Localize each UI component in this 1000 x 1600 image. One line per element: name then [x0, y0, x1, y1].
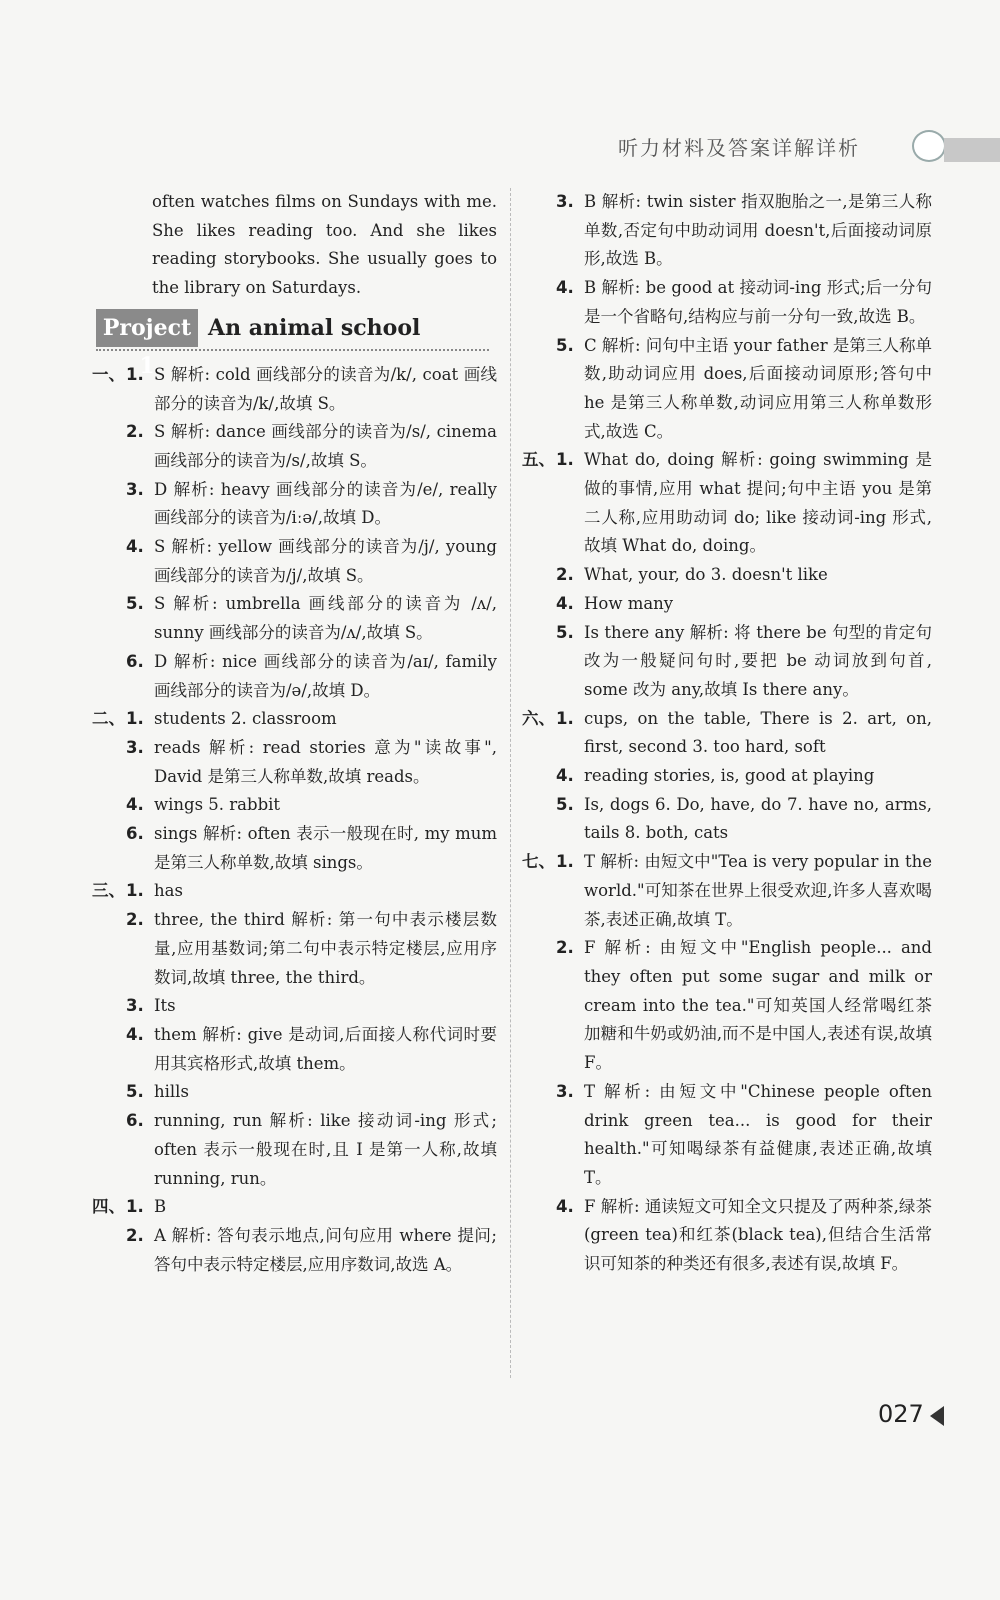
header-bar	[944, 138, 1000, 162]
answer-item	[92, 533, 497, 590]
answer-text: D 解析: nice 画线部分的读音为/aɪ/, family 画线部分的读音为/ə/,故填 D。	[154, 651, 497, 700]
answer-item	[92, 734, 497, 791]
question-number: 4.	[126, 537, 144, 557]
answer-item	[92, 877, 497, 906]
answer-item	[92, 705, 497, 734]
page-number: 027	[878, 1400, 924, 1428]
answer-text: D 解析: heavy 画线部分的读音为/e/, really 画线部分的读音为/iːə/,故填 D。	[154, 479, 497, 528]
answer-item	[92, 590, 497, 647]
question-number: 6.	[126, 824, 144, 844]
left-column	[92, 188, 497, 1279]
answer-text: students 2. classroom	[154, 709, 337, 729]
answer-text: wings 5. rabbit	[154, 795, 281, 815]
answer-text: What do, doing 解析: going swimming 是做的事情,应用 what 提问;句中主语 you 是第二人称,应用助动词 do; like 接动词-ing 形式,故填 What do, doing。	[584, 450, 932, 556]
header-logo-icon	[912, 130, 946, 162]
answer-text: S 解析: cold 画线部分的读音为/k/, coat 画线部分的读音为/k/,故填 S。	[154, 364, 497, 413]
answer-text: S 解析: yellow 画线部分的读音为/j/, young 画线部分的读音为/j/,故填 S。	[154, 537, 497, 585]
question-number: 3.	[126, 996, 144, 1016]
answer-text: B 解析: twin sister 指双胞胎之一,是第三人称单数,否定句中助动词用 doesn't,后面接动词原形,故选 B。	[584, 192, 932, 269]
question-number: 4.	[556, 593, 574, 613]
answer-item	[92, 1021, 497, 1078]
answer-text: C 解析: 问句中主语 your father 是第三人称单数,助动词应用 does,后面接动词原形;答句中 he 是第三人称单数,动词应用第三人称单数形式,故选 C。	[584, 335, 932, 441]
answer-item	[92, 361, 497, 418]
answer-text: A 解析: 答句表示地点,问句应用 where 提问;答句中表示特定楼层,应用序数词,故选 A。	[154, 1225, 497, 1274]
question-number: 1.	[126, 881, 144, 901]
answer-text: running, run 解析: like 接动词-ing 形式; often 表示一般现在时,且 I 是第一人称,故填 running, run。	[154, 1111, 497, 1188]
section-number: 二、	[92, 709, 125, 729]
answer-item	[92, 820, 497, 877]
answer-item	[92, 791, 497, 820]
answer-item	[522, 762, 932, 791]
answer-item	[92, 648, 497, 705]
answer-text: What, your, do 3. doesn't like	[584, 565, 828, 585]
left-answer-list	[92, 361, 497, 1280]
answer-item	[522, 1078, 932, 1193]
section-number: 四、	[92, 1197, 125, 1217]
answer-text: S 解析: dance 画线部分的读音为/s/, cinema 画线部分的读音为/s/,故填 S。	[154, 422, 497, 470]
page-arrow-icon	[930, 1406, 944, 1426]
answer-item	[522, 848, 932, 934]
answer-text: How many	[584, 593, 674, 613]
question-number: 2.	[126, 910, 144, 930]
question-number: 4.	[556, 766, 574, 786]
question-number: 4.	[556, 1196, 574, 1216]
answer-item	[522, 619, 932, 705]
answer-text: B 解析: be good at 接动词-ing 形式;后一分句是一个省略句,结构应与前一分句一致,故选 B。	[584, 278, 932, 326]
answer-item	[522, 705, 932, 762]
section-number: 七、	[522, 852, 555, 872]
question-number: 3.	[126, 479, 144, 499]
question-number: 5.	[126, 594, 144, 614]
right-answer-list	[522, 188, 932, 1279]
answer-item	[92, 418, 497, 475]
answer-text: B	[154, 1197, 167, 1217]
answer-item	[522, 934, 932, 1078]
answer-item	[92, 1193, 497, 1222]
question-number: 1.	[126, 1197, 144, 1217]
answer-text: reading stories, is, good at playing	[584, 766, 875, 786]
project-underline	[96, 349, 489, 351]
question-number: 4.	[556, 278, 574, 298]
answer-item	[522, 332, 932, 447]
project-heading	[92, 309, 497, 379]
answer-text: reads 解析: read stories 意为"读故事", David 是第三人称单数,故填 reads。	[154, 737, 497, 786]
question-number: 1.	[126, 709, 144, 729]
question-number: 5.	[126, 1082, 144, 1102]
answer-item	[92, 1107, 497, 1193]
intro-paragraph: often watches films on Sundays with me. She likes reading too. And she likes reading storybooks. She usually goes to the library on Saturdays.	[152, 192, 497, 298]
section-number: 六、	[522, 708, 555, 728]
answer-text: Its	[154, 996, 176, 1016]
answer-item	[522, 1193, 932, 1279]
answer-item	[522, 791, 932, 848]
project-tag: Project 1	[96, 309, 198, 347]
answer-text: T 解析: 由短文中"Chinese people often drink green tea... is good for their health."可知喝绿茶有益健康,表述正确,故填 T。	[584, 1081, 932, 1187]
header-title: 听力材料及答案详解详析	[618, 136, 860, 160]
question-number: 2.	[556, 938, 574, 958]
answer-text: Is, dogs 6. Do, have, do 7. have no, arms, tails 8. both, cats	[584, 794, 932, 843]
answer-text: Is there any 解析: 将 there be 句型的肯定句改为一般疑问句时,要把 be 动词放到句首, some 改为 any,故填 Is there any。	[584, 622, 932, 699]
right-column	[522, 188, 932, 1279]
question-number: 3.	[126, 737, 144, 757]
question-number: 3.	[556, 1081, 574, 1101]
question-number: 3.	[556, 192, 574, 211]
section-number: 一、	[92, 364, 125, 384]
answer-text: three, the third 解析: 第一句中表示楼层数量,应用基数词;第二句中表示特定楼层,应用序数词,故填 three, the third。	[154, 910, 497, 987]
answer-item	[92, 1078, 497, 1107]
answer-item	[92, 1222, 497, 1279]
answer-item	[522, 590, 932, 619]
question-number: 2.	[126, 1225, 144, 1245]
question-number: 6.	[126, 651, 144, 671]
section-number: 三、	[92, 881, 125, 901]
answer-item	[92, 476, 497, 533]
answer-text: sings 解析: often 表示一般现在时, my mum 是第三人称单数,故填 sings。	[154, 824, 497, 872]
column-divider	[510, 188, 511, 1378]
question-number: 5.	[556, 622, 574, 642]
question-number: 2.	[126, 422, 144, 442]
question-number: 6.	[126, 1111, 144, 1131]
answer-item	[522, 446, 932, 561]
question-number: 2.	[556, 565, 574, 585]
question-number: 5.	[556, 335, 574, 355]
answer-text: cups, on the table, There is 2. art, on, first, second 3. too hard, soft	[584, 708, 932, 757]
answer-text: T 解析: 由短文中"Tea is very popular in the world."可知茶在世界上很受欢迎,许多人喜欢喝茶,表述正确,故填 T。	[584, 852, 932, 929]
question-number: 4.	[126, 1024, 144, 1044]
project-title: An animal school	[208, 314, 421, 341]
question-number: 1.	[556, 708, 574, 728]
answer-text: F 解析: 由短文中"English people... and they often put some sugar and milk or cream into the tea."可知英国人经常喝红茶加糖和牛奶或奶油,而不是中国人,表述有误,故填 F。	[584, 938, 932, 1073]
section-number: 五、	[522, 450, 555, 470]
answer-item	[92, 906, 497, 992]
answer-item	[522, 561, 932, 590]
answer-item	[92, 992, 497, 1021]
answer-item	[522, 274, 932, 331]
answer-text: F 解析: 通读短文可知全文只提及了两种茶,绿茶(green tea)和红茶(black tea),但结合生活常识可知茶的种类还有很多,表述有误,故填 F。	[584, 1196, 932, 1274]
answer-text: them 解析: give 是动词,后面接人称代词时要用其宾格形式,故填 them。	[154, 1024, 497, 1073]
question-number: 1.	[126, 364, 144, 384]
question-number: 1.	[556, 450, 574, 470]
question-number: 1.	[556, 852, 574, 872]
question-number: 5.	[556, 794, 574, 814]
question-number: 4.	[126, 795, 144, 815]
answer-text: hills	[154, 1082, 189, 1102]
answer-text: has	[154, 881, 183, 901]
answer-item	[522, 188, 932, 274]
answer-text: S 解析: umbrella 画线部分的读音为 /ʌ/, sunny 画线部分的读音为/ʌ/,故填 S。	[154, 594, 497, 643]
